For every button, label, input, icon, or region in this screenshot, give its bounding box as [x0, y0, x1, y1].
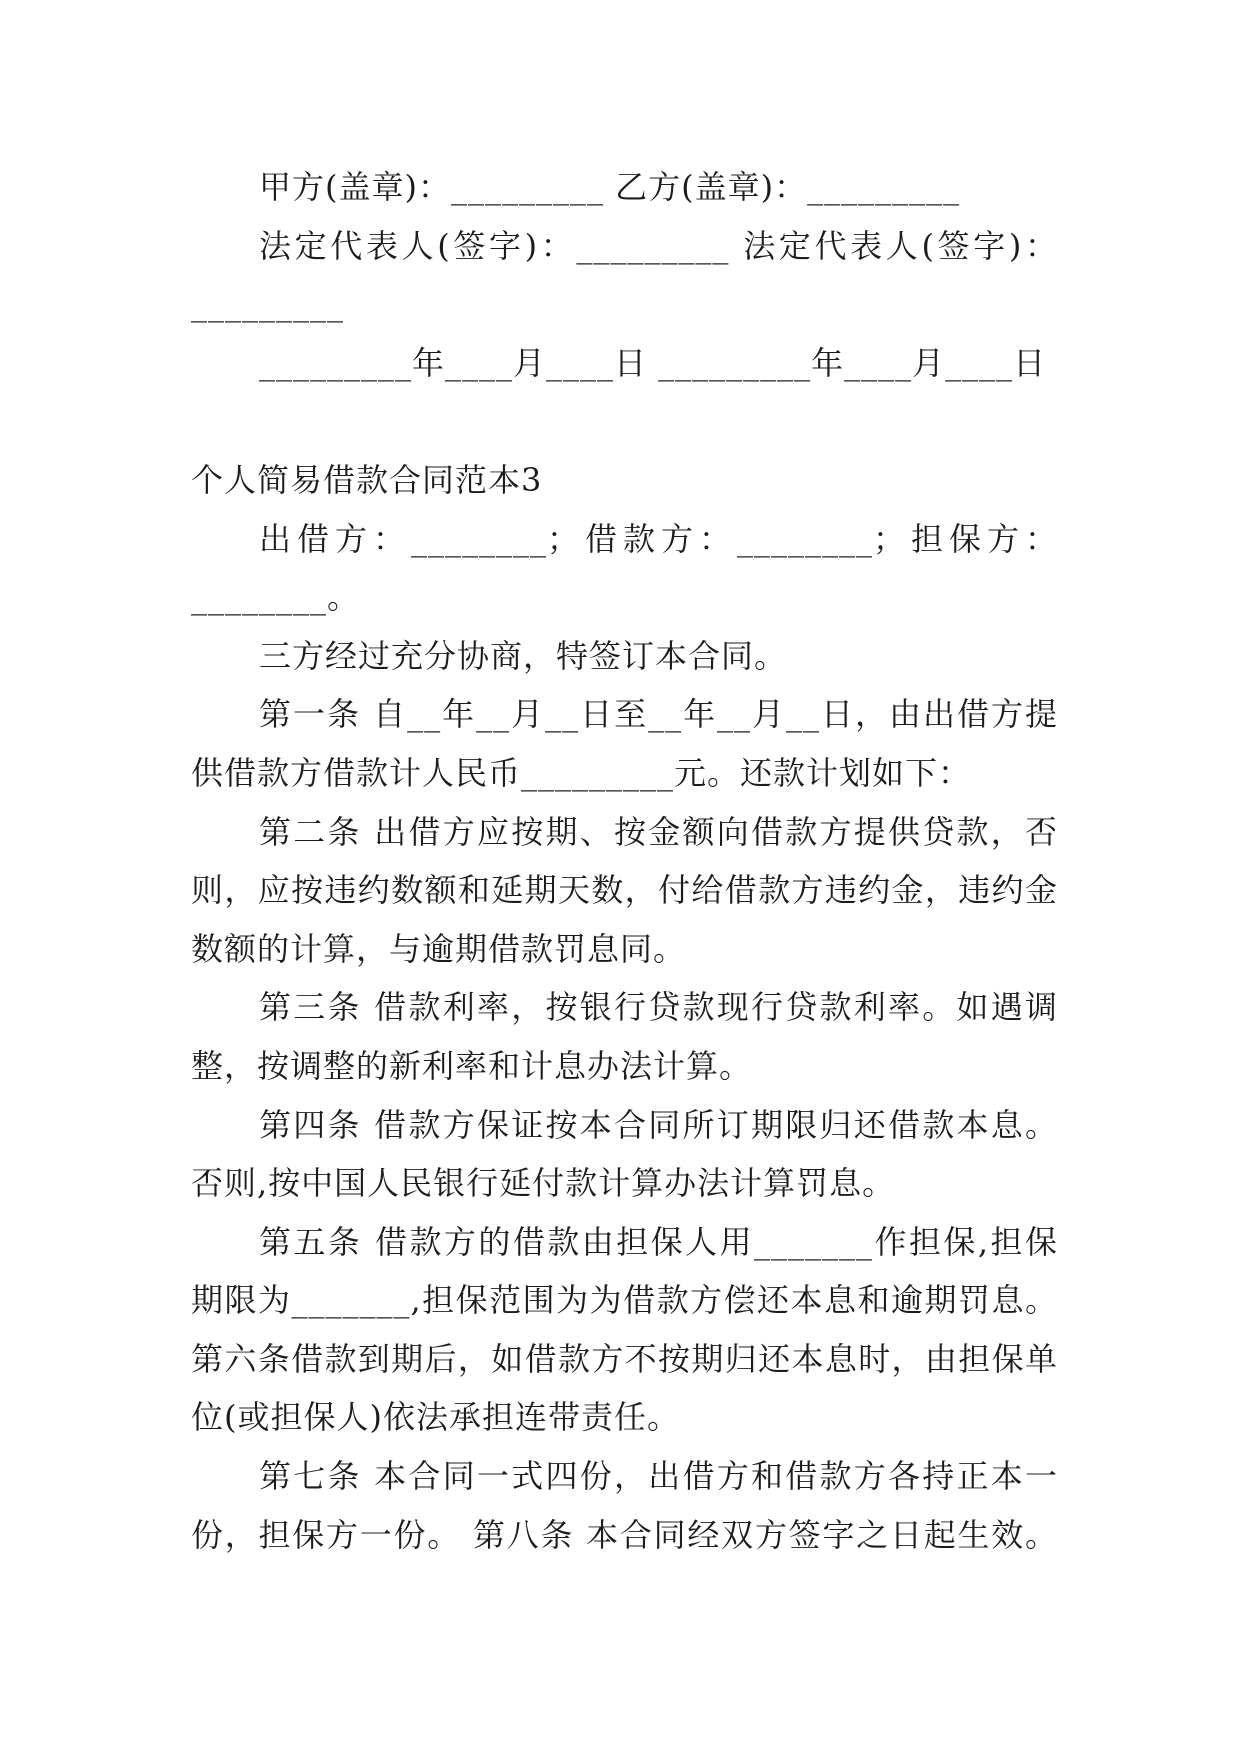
article-6-line: 第六条借款到期后，如借款方不按期归还本息时，由担保单 — [191, 1339, 1058, 1378]
legal-representative-blank: _________ — [191, 285, 344, 324]
article-3-line: 第三条 借款利率，按银行贷款现行贷款利率。如遇调 — [259, 988, 1058, 1027]
parties-line-continued: ________。 — [191, 578, 361, 617]
article-3-line-end: 整，按调整的新利率和计息办法计算。 — [191, 1046, 753, 1085]
article-5-line: 第五条 借款方的借款由担保人用_______作担保,担保 — [259, 1222, 1058, 1261]
contract-title: 个人简易借款合同范本3 — [191, 460, 543, 499]
article-1-line: 第一条 自__年__月__日至__年__月__日，由出借方提 — [259, 695, 1058, 734]
article-1-line-continued: 供借款方借款计人民币_________元。还款计划如下： — [191, 753, 972, 792]
article-2-line-end: 数额的计算，与逾期借款罚息同。 — [191, 929, 687, 968]
article-6-line-end: 位(或担保人)依法承担连带责任。 — [191, 1398, 680, 1437]
article-4-line-end: 否则,按中国人民银行延付款计算办法计算罚息。 — [191, 1164, 896, 1203]
article-2-line-continued: 则，应按违约数额和延期天数，付给借款方违约金，违约金 — [191, 871, 1058, 910]
article-2-line: 第二条 出借方应按期、按金额向借款方提供贷款，否 — [259, 812, 1058, 851]
article-5-line-continued: 期限为_______,担保范围为为借款方偿还本息和逾期罚息。 — [191, 1281, 1058, 1320]
article-7-line: 第七条 本合同一式四份，出借方和借款方各持正本一 — [259, 1457, 1058, 1496]
parties-line: 出借方：________；借款方：________；担保方： — [259, 519, 1058, 558]
article-7-8-line: 份，担保方一份。 第八条 本合同经双方签字之日起生效。 — [191, 1515, 1058, 1554]
paragraph-spacer — [191, 392, 1058, 451]
document-body — [191, 158, 1058, 1564]
seal-line: 甲方(盖章)：_________ 乙方(盖章)：_________ — [259, 168, 961, 206]
article-4-line: 第四条 借款方保证按本合同所订期限归还借款本息。 — [259, 1105, 1058, 1144]
signature-date-line: _________年____月____日 _________年____月____日 — [259, 343, 1047, 382]
preamble: 三方经过充分协商，特签订本合同。 — [259, 636, 788, 675]
legal-representative-line: 法定代表人(签字)：_________ 法定代表人(签字)： — [259, 226, 1058, 265]
